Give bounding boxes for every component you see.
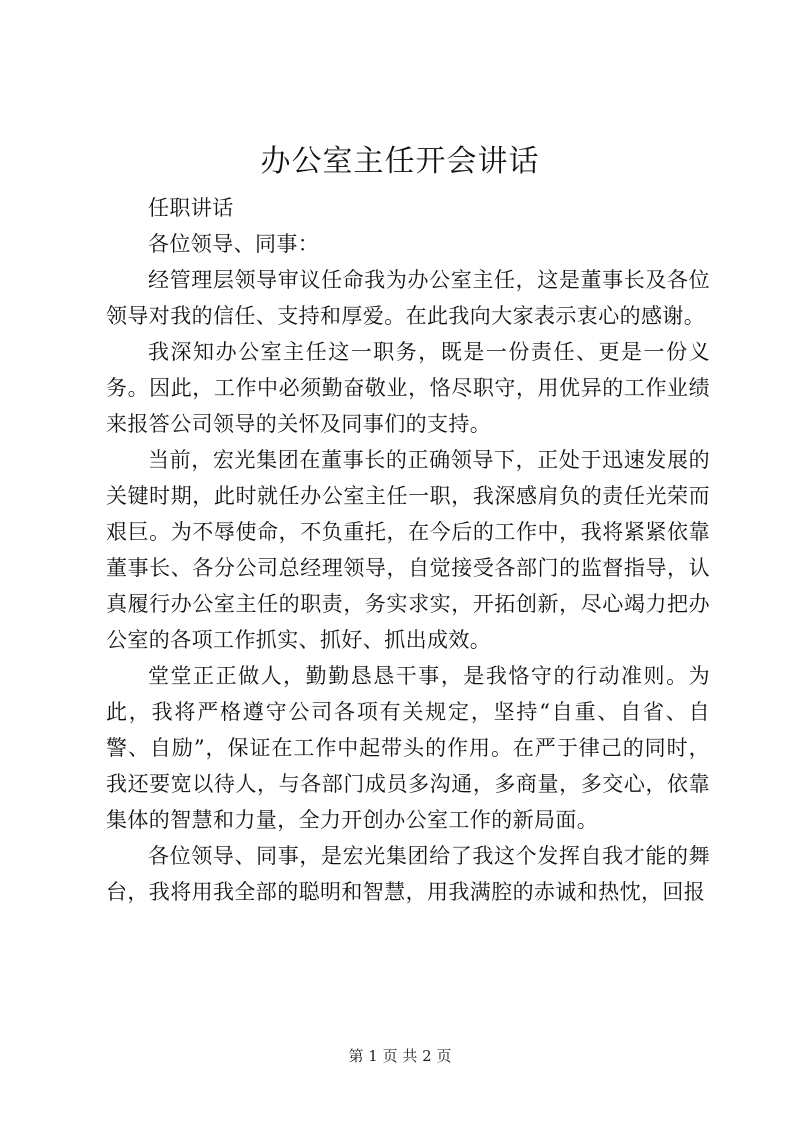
paragraph: 经管理层领导审议任命我为办公室主任，这是董事长及各位领导对我的信任、支持和厚爱。在此我向大家表示衷心的感谢。: [106, 268, 710, 328]
paragraph: 当前，宏光集团在董事长的正确领导下，正处于迅速发展的关键时期，此时就任办公室主任一职，我深感肩负的责任光荣而艰巨。为不辱使命，不负重托，在今后的工作中，我将紧紧依靠董事长、各分公司总经理领导，自觉接受各部门的监督指导，认真履行办公室主任的职责，务实求实，开拓创新，尽心竭力把办公室的各项工作抓实、抓好、抓出成效。: [106, 448, 710, 652]
page-footer: 第 1 页 共 2 页: [348, 1047, 452, 1065]
paragraph-salutation: 各位领导、同事：: [148, 232, 320, 256]
document-body: [106, 190, 710, 910]
paragraph: 堂堂正正做人，勤勤恳恳干事，是我恪守的行动准则。为此，我将严格遵守公司各项有关规定，坚持“自重、自省、自警、自励”，保证在工作中起带头的作用。在严于律己的同时，我还要宽以待人，与各部门成员多沟通，多商量，多交心，依靠集体的智慧和力量，全力开创办公室工作的新局面。: [106, 664, 710, 832]
paragraph: 各位领导、同事，是宏光集团给了我这个发挥自我才能的舞台，我将用我全部的聪明和智慧，用我满腔的赤诚和热忱，回报: [106, 844, 710, 904]
paragraph-heading: 任职讲话: [148, 196, 234, 220]
paragraph: 我深知办公室主任这一职务，既是一份责任、更是一份义务。因此，工作中必须勤奋敬业，恪尽职守，用优异的工作业绩来报答公司领导的关怀及同事们的支持。: [106, 340, 710, 436]
document-title: 办公室主任开会讲话: [260, 144, 540, 179]
